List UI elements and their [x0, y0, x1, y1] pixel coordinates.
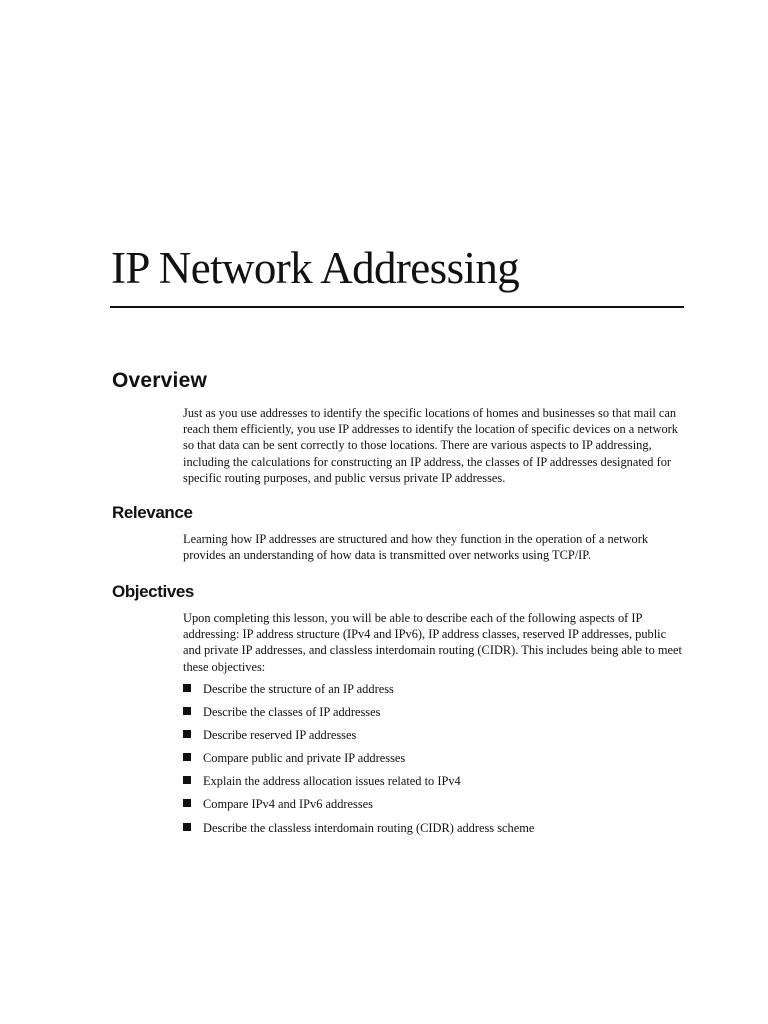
list-item-text: Describe the classless interdomain routing (CIDR) address scheme — [203, 820, 535, 835]
square-bullet-icon — [183, 684, 191, 692]
page-title: IP Network Addressing — [111, 243, 520, 293]
objectives-paragraph: Upon completing this lesson, you will be able to describe each of the following aspects of IP addressing: IP address structure (IPv4 and IPv6), IP address classes, reserved IP addresses, public and private IP addresses, and classless interdomain routing (CIDR). This includes being able to meet these objectives: — [183, 611, 682, 674]
square-bullet-icon — [183, 753, 191, 761]
square-bullet-icon — [183, 730, 191, 738]
list-item — [183, 820, 683, 843]
list-item-text: Explain the address allocation issues related to IPv4 — [203, 774, 461, 789]
title-divider — [110, 306, 684, 308]
relevance-heading: Relevance — [112, 503, 193, 522]
square-bullet-icon — [183, 707, 191, 715]
list-item-text: Describe reserved IP addresses — [203, 728, 357, 743]
square-bullet-icon — [183, 799, 191, 807]
list-item — [183, 727, 683, 750]
objectives-list — [183, 681, 683, 843]
list-item-text: Describe the classes of IP addresses — [203, 705, 381, 720]
list-item — [183, 796, 683, 819]
list-item-text: Compare public and private IP addresses — [203, 751, 406, 766]
square-bullet-icon — [183, 823, 191, 831]
list-item — [183, 704, 683, 727]
objectives-heading: Objectives — [112, 582, 194, 601]
overview-paragraph: Just as you use addresses to identify the specific locations of homes and businesses so that mail can reach them efficiently, you use IP addresses to identify the location of specific devices on a network so that data can be sent correctly to those locations. There are various aspects to IP addressing, including the calculations for constructing an IP address, the classes of IP addresses designated for specific routing purposes, and public versus private IP addresses. — [183, 406, 679, 485]
square-bullet-icon — [183, 776, 191, 784]
overview-heading: Overview — [112, 369, 207, 392]
relevance-paragraph: Learning how IP addresses are structured and how they function in the operation of a network provides an understanding of how data is transmitted over networks using TCP/IP. — [183, 532, 649, 563]
list-item-text: Compare IPv4 and IPv6 addresses — [203, 797, 373, 812]
list-item — [183, 773, 683, 796]
list-item — [183, 681, 683, 704]
list-item — [183, 750, 683, 773]
list-item-text: Describe the structure of an IP address — [203, 682, 394, 696]
